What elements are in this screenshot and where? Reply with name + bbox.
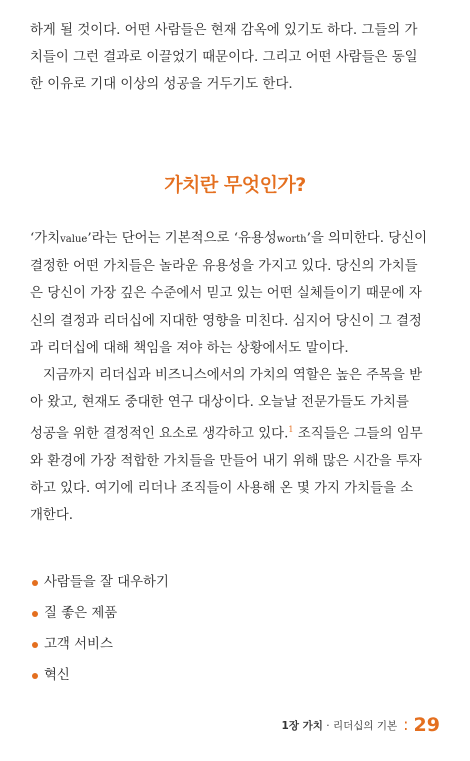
english-term-worth: worth [276, 234, 307, 245]
list-item: 혁신 [30, 660, 169, 691]
text-line: 아 왔고, 현재도 중대한 연구 대상이다. 오늘날 전문가들도 가치를 [30, 395, 409, 411]
bullet-icon [32, 673, 38, 679]
text-line: 성공을 위한 결정적인 요소로 생각하고 있다.$^1$ 조직들은 그들의 임무 [30, 425, 423, 442]
text-line: 와 환경에 가장 적합한 가치들을 만들어 내기 위해 많은 시간을 투자 [30, 454, 422, 470]
bullet-icon [32, 611, 38, 617]
paragraph-value-role [30, 362, 444, 530]
list-item: 질 좋은 제품 [30, 598, 169, 629]
english-term-value: value [60, 234, 88, 245]
intro-paragraph [30, 17, 444, 99]
text-line: 신의 결정과 리더십에 지대한 영향을 미친다. 심지어 당신이 그 결정 [30, 313, 422, 329]
running-footer-chapter: 1장 가치 · 리더십의 기본 [281, 719, 398, 732]
text-line: 하고 있다. 여기에 리더나 조직들이 사용해 온 몇 가지 가치들을 소 [30, 481, 414, 497]
list-item: 고객 서비스 [30, 629, 169, 660]
text-line: 개한다. [30, 508, 74, 524]
text-line: ‘가치value’라는 단어는 기본적으로 ‘유용성worth’을 의미한다. 당신이 [30, 231, 428, 246]
footer-separator: : [403, 715, 409, 734]
paragraph-value-definition [30, 225, 444, 362]
page-footer [282, 714, 440, 736]
text-line: 치들이 그런 결과로 이끌었기 때문이다. 그리고 어떤 사람들은 동일 [30, 50, 418, 66]
text-line: 지금까지 리더십과 비즈니스에서의 가치의 역할은 높은 주목을 받 [43, 368, 423, 383]
text-line: 하게 될 것이다. 어떤 사람들은 현재 감옥에 있기도 하다. 그들의 가 [30, 23, 418, 38]
footnote-marker[interactable]: 1 [288, 425, 294, 435]
bullet-icon [32, 580, 38, 586]
text-line: 과 리더십에 대해 책임을 져야 하는 상황에서도 말이다. [30, 340, 349, 356]
section-heading: 가치란 무엇인가? [164, 174, 306, 196]
page-number: 29 [413, 714, 440, 736]
text-line: 은 당신이 가장 깊은 수준에서 믿고 있는 어떤 실체들이기 때문에 자 [30, 286, 422, 302]
value-list [30, 567, 169, 691]
text-line: 한 이유로 기대 이상의 성공을 거두기도 한다. [30, 77, 293, 93]
bullet-icon [32, 642, 38, 648]
text-line: 결정한 어떤 가치들은 놀라운 유용성을 가지고 있다. 당신의 가치들 [30, 259, 418, 275]
list-item: 사람들을 잘 대우하기 [30, 567, 169, 598]
